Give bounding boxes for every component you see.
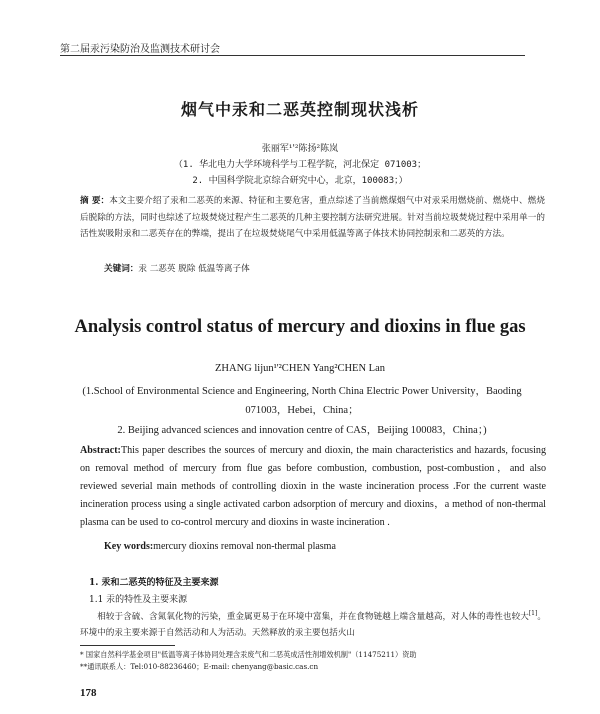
chinese-title: 烟气中汞和二恶英控制现状浅析 xyxy=(180,100,419,119)
english-affiliation-1: (1.School of Environmental Science and Engineering, North China Electric Power University，Baoding 071003，Hebei，China； xyxy=(82,386,522,416)
section-heading: 1. 汞和二恶英的特征及主要来源 xyxy=(89,578,219,588)
footnote-rule xyxy=(80,645,175,646)
chinese-keywords-text: 汞 二恶英 脱除 低温等离子体 xyxy=(138,264,250,274)
english-authors: ZHANG lijun¹'²CHEN Yang²CHEN Lan xyxy=(215,363,385,374)
citation-marker[interactable]: [1] xyxy=(528,610,538,617)
chinese-abstract xyxy=(80,193,545,243)
body-paragraph xyxy=(80,606,546,642)
chinese-affiliation-1: （1. 华北电力大学环境科学与工程学院，河北保定 071003； xyxy=(173,160,427,170)
english-abstract-text: This paper describes the sources of mercury and dioxin, the main characteristics and hazards, focusing on removal method of mercury from flue gas before combustion, combustion, post-combustion，and also reviewed severial main methods of controlling dioxin in the waste incineration process .For the current waste incineration process using a single activated carbon adsorption of mercury and dioxins，a method of non-thermal plasma can be used to co-control mercury and dioxins in waste incineration . xyxy=(80,445,546,528)
english-keywords-text: mercury dioxins removal non-thermal plasma xyxy=(153,541,336,552)
body-text-part-2: 。环境中的汞主要来源于自然活动和人为活动。天然释放的汞主要包括火山 xyxy=(80,611,546,639)
english-abstract-label: Abstract: xyxy=(80,445,121,456)
chinese-abstract-text: 本文主要介绍了汞和二恶英的来源、特征和主要危害，重点综述了当前燃煤烟气中对汞采用燃烧前、燃烧中、燃烧后脱除的方法，同时也综述了垃圾焚烧过程产生二恶英的几种主要控制方法研究进展。针对当前垃圾焚烧过程中采用单一的活性炭吸附汞和二恶英存在的弊端，提出了在垃圾焚烧尾气中采用低温等离子体技术协同控制汞和二恶英的方法。 xyxy=(80,196,545,240)
english-keywords xyxy=(104,541,336,552)
footnote-contact: **通讯联系人：Tel:010-88236460；E-mail: chenyang@basic.cas.cn xyxy=(80,662,319,671)
english-abstract xyxy=(80,442,546,532)
header-rule xyxy=(60,55,525,56)
chinese-authors: 张丽军¹'²陈扬²陈岚 xyxy=(261,144,339,154)
english-title: Analysis control status of mercury and dioxins in flue gas xyxy=(74,317,526,337)
page-number: 178 xyxy=(80,687,97,699)
chinese-keywords-label: 关键词： xyxy=(104,264,139,274)
chinese-keywords xyxy=(104,262,250,274)
running-header: 第二届汞污染防治及监测技术研讨会 xyxy=(60,44,220,55)
english-affiliation-2: 2. Beijing advanced sciences and innovation centre of CAS，Beijing 100083，China；) xyxy=(117,425,487,436)
chinese-affiliation-2: 2. 中国科学院北京综合研究中心，北京，100083；） xyxy=(192,176,408,186)
english-keywords-label: Key words: xyxy=(104,541,154,552)
chinese-abstract-label: 摘 要： xyxy=(80,196,110,206)
body-text-part-1: 相较于含硫、含氮氧化物的污染，重金属更易于在环境中富集，并在食物链越上端含量越高，对人体的毒性也较大 xyxy=(97,611,529,622)
footnote-funding: * 国家自然科学基金项目"低温等离子体协同处理含汞废气和二恶英成活性剂增效机制"（11475211）资助 xyxy=(80,650,417,659)
subsection-heading: 1.1 汞的特性及主要来源 xyxy=(89,595,188,605)
